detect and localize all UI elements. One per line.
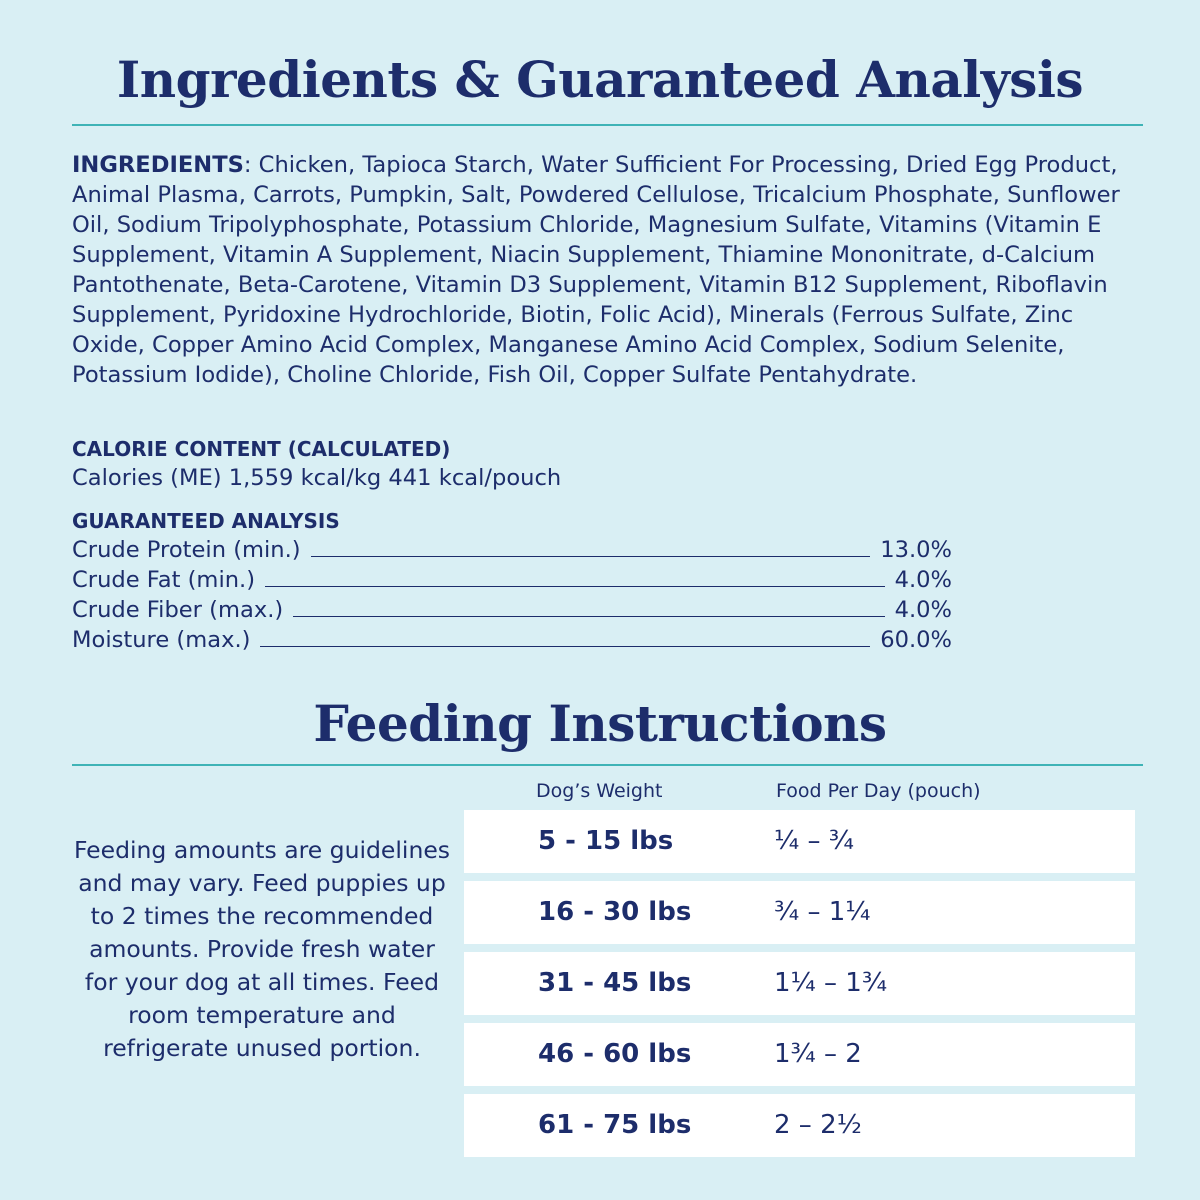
column-header-food: Food Per Day (pouch) [776,780,981,802]
calorie-content-label: CALORIE CONTENT (CALCULATED) [72,437,451,461]
leader-line [265,586,885,587]
analysis-row [72,625,952,655]
food-amount: 1¼ – 1¾ [774,968,888,998]
guaranteed-analysis-label: GUARANTEED ANALYSIS [72,509,340,533]
analysis-name: Crude Protein (min.) [72,537,301,563]
ingredients-label: INGREDIENTS [72,152,244,178]
ingredients-analysis-title: Ingredients & Guaranteed Analysis [116,50,1084,109]
analysis-value: 13.0% [880,537,952,563]
leader-line [293,616,884,617]
analysis-name: Moisture (max.) [72,627,251,653]
feeding-row [464,1094,1135,1157]
leader-line [260,646,870,647]
food-amount: ¾ – 1¼ [774,897,871,927]
feeding-row [464,952,1135,1015]
feeding-note: Feeding amounts are guidelines and may vary. Feed puppies up to 2 times the recommended amounts. Provide fresh water for your dog at all times. Feed room temperature and refrigerate unused portion. [73,836,451,1062]
ingredients-paragraph [72,150,1147,390]
food-amount: 2 – 2½ [774,1110,862,1140]
analysis-value: 4.0% [894,597,952,623]
food-amount: 1¾ – 2 [774,1039,862,1069]
analysis-value: 4.0% [894,567,952,593]
analysis-row [72,565,952,595]
food-amount: ¼ – ¾ [774,826,854,856]
feeding-instructions-title: Feeding Instructions [313,694,887,753]
leader-line [311,556,871,557]
analysis-value: 60.0% [880,627,952,653]
dog-weight: 46 - 60 lbs [538,1039,692,1069]
title-divider [72,124,1143,126]
analysis-name: Crude Fiber (max.) [72,597,284,623]
calorie-content-value: Calories (ME) 1,559 kcal/kg 441 kcal/pouch [72,465,562,491]
dog-weight: 31 - 45 lbs [538,968,692,998]
dog-weight: 5 - 15 lbs [538,826,674,856]
dog-weight: 61 - 75 lbs [538,1110,692,1140]
feeding-row [464,1023,1135,1086]
analysis-row [72,535,952,565]
title-divider [72,764,1143,766]
analysis-name: Crude Fat (min.) [72,567,256,593]
feeding-row [464,881,1135,944]
column-header-weight: Dog’s Weight [536,780,663,802]
dog-weight: 16 - 30 lbs [538,897,692,927]
feeding-row [464,810,1135,873]
ingredients-list: : Chicken, Tapioca Starch, Water Sufficient For Processing, Dried Egg Product, Animal Plasma, Carrots, Pumpkin, Salt, Powdered Cellulose, Tricalcium Phosphate, Sunflower Oil, Sodium Tripolyphosphate, Potassium Chloride, Magnesium Sulfate, Vitamins (Vitamin E Supplement, Vitamin A Supplement, Niacin Supplement, Thiamine Mononitrate, d-Calcium Pantothenate, Beta-Carotene, Vitamin D3 Supplement, Vitamin B12 Supplement, Riboflavin Supplement, Pyridoxine Hydrochloride, Biotin, Folic Acid), Minerals (Ferrous Sulfate, Zinc Oxide, Copper Amino Acid Complex, Manganese Amino Acid Complex, Sodium Selenite, Potassium Iodide), Choline Chloride, Fish Oil, Copper Sulfate Pentahydrate. [72,152,1120,388]
analysis-row [72,595,952,625]
